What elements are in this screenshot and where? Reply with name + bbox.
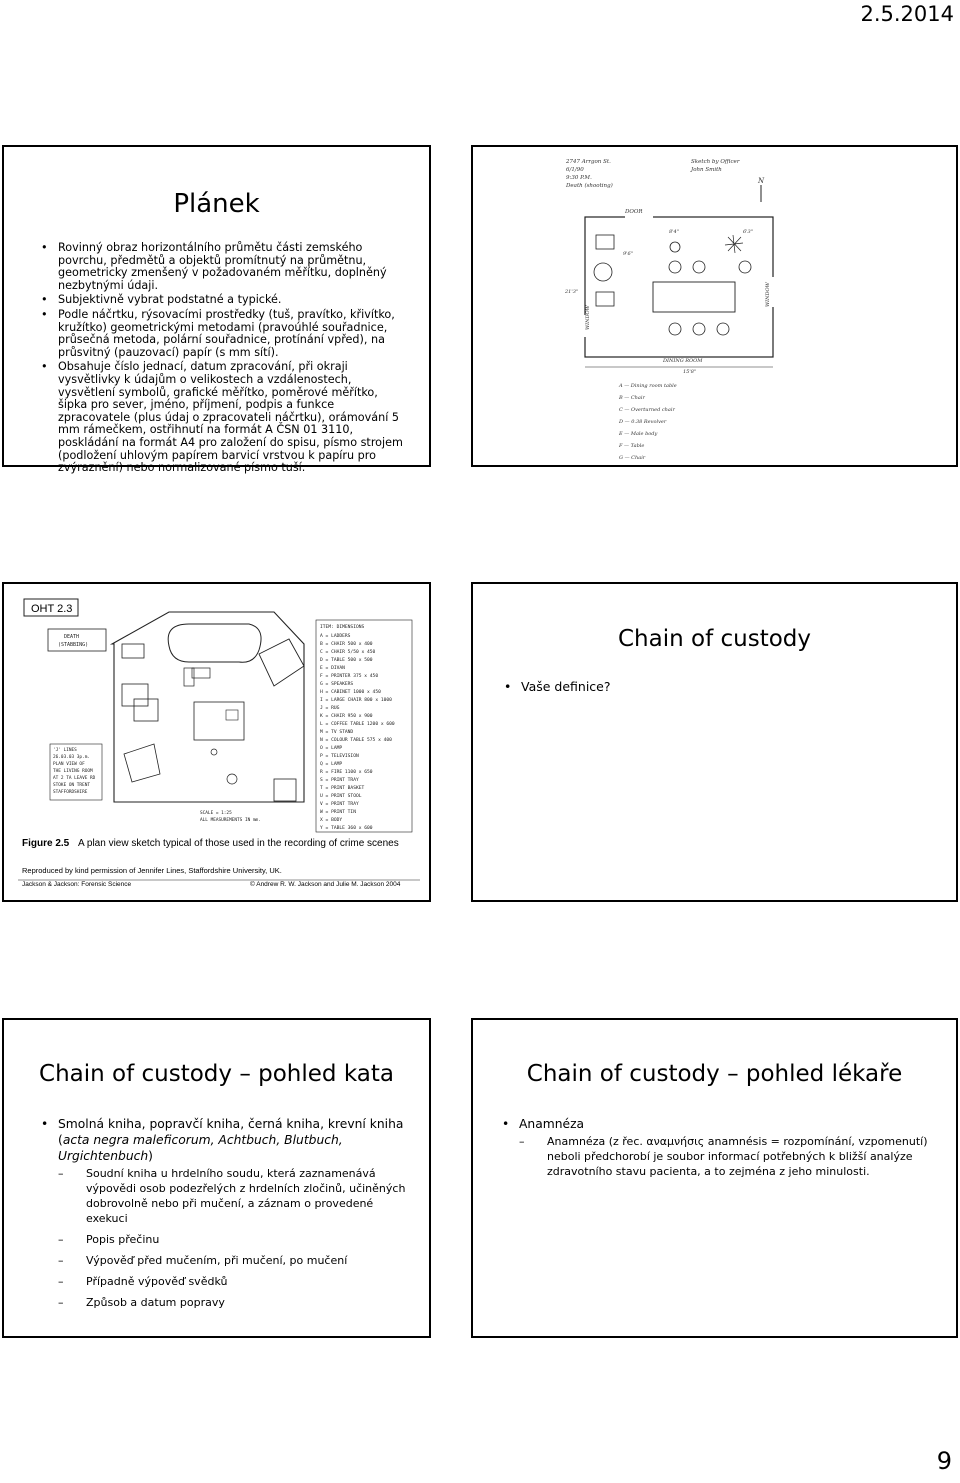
item-entry: X = BODY: [320, 818, 343, 823]
bullet-text: Smolná kniha, popravčí kniha, černá kniha, krevní kniha (: [58, 1117, 404, 1147]
item-entry: H = CABINET 1000 x 450: [320, 690, 381, 695]
scale-note: SCALE = 1:25: [200, 811, 232, 816]
death-label: (STABBING): [58, 642, 89, 648]
item-entry: M = TV STAND: [320, 730, 354, 735]
item-entry: D = TABLE 500 x 500: [320, 658, 373, 663]
door-label: DOOR: [625, 209, 643, 215]
sketch-case: Death (shooting): [566, 183, 613, 189]
figure-caption-text: A plan view sketch typical of those used in the recording of crime scenes: [78, 838, 399, 849]
item-entry: K = CHAIR 950 x 900: [320, 714, 373, 719]
slide-body: [38, 1116, 408, 1316]
item-entry: C = CHAIR 5/50 x 450: [320, 650, 376, 655]
bullet-item: • Rovinný obraz horizontálního průmětu části zemského povrchu, předmětů a objektů promítnutý na průmětnu, geometricky zmenšený v požadovaném měřítku, doplněný nezbytnými údaji.: [38, 242, 408, 292]
bullet-item: [38, 1116, 408, 1310]
item-entry: A = LADDERS: [320, 634, 351, 639]
sketch-author-line1: Sketch by Officer: [691, 159, 740, 165]
room-name: DINING ROOM: [663, 358, 703, 364]
sketch-author-line2: John Smith: [691, 167, 722, 173]
bullet-item: • Vaše definice?: [501, 679, 611, 694]
note-line: STOKE ON TRENT: [53, 783, 91, 788]
bullet-item: • Podle náčrtku, rýsovacími prostředky (tuš, pravítko, křivítko, kružítko) geometrickými metodami (pravoúhlé souřadnice, průsečná metoda, polární souřadnice, protínání vpřed), na průsvitný (pauzovací) papír (s mm sítí).: [38, 309, 408, 359]
bullet-text: Anamnéza: [519, 1117, 585, 1131]
note-line: THE LIVING ROOM: [53, 769, 93, 774]
item-entry: W = PRINT TIN: [320, 810, 356, 815]
legend-item: B — Chair: [619, 395, 645, 401]
slide-body: [38, 242, 408, 477]
living-room-plan-figure: [4, 584, 433, 904]
item-entry: G = SPEAKERS: [320, 682, 354, 687]
slide-chain-of-custody-executioner: [2, 1018, 431, 1338]
dimension-label: 15'8": [683, 369, 697, 375]
window-left-label: WINDOW: [585, 305, 591, 330]
window-right-label: WINDOW: [765, 282, 771, 307]
item-entry: B = CHAIR 500 x 400: [320, 642, 373, 647]
slide-chain-of-custody-doctor: [471, 1018, 958, 1338]
room-outline: [112, 612, 304, 802]
sketch-time: 9:30 P.M.: [566, 175, 592, 181]
figure-tag: OHT 2.3: [31, 603, 73, 615]
body-figure-icon: [725, 235, 743, 253]
slide-planek: [2, 145, 431, 475]
sub-bullet-item: – Anamnéza (z řec. αναμνήσις anamnésis = rozpomínání, vzpomenutí) neboli předchorobí je soubor informací potřebných k bližší analýze zdravotního stavu pacienta, a to zejména z jeho minulosti.: [519, 1134, 939, 1179]
figure-credit: Reproduced by kind permission of Jennifer Lines, Staffordshire University, UK.: [22, 866, 282, 875]
figure-footer-left: Jackson & Jackson: Forensic Science: [22, 881, 132, 888]
legend-item: G — Chair: [619, 455, 646, 461]
page-number: 9: [936, 1447, 952, 1475]
dining-table-shape: [653, 282, 735, 312]
sketch-date: 6/1/90: [566, 167, 584, 173]
item-entry: Q = LAMP: [320, 762, 343, 767]
item-entry: V = PRINT TRAY: [320, 802, 359, 807]
scale-note: ALL MEASUREMENTS IN mm.: [200, 818, 261, 823]
item-entry: E = DIVAN: [320, 666, 345, 671]
slide-body: [499, 1116, 939, 1185]
item-entry: P = TELEVISION: [320, 754, 359, 759]
slide-title: Chain of custody – pohled kata: [39, 1061, 394, 1087]
dimension-label: 21'3": [565, 289, 579, 295]
room-outline: [585, 217, 773, 357]
dimension-label: 8'4": [669, 229, 680, 235]
item-entry: T = PRINT BASKET: [320, 786, 365, 791]
item-entry: I = LARGE CHAIR 800 x 1000: [320, 698, 392, 703]
bullet-item: • Obsahuje číslo jednací, datum zpracování, při okraji vysvětlivky k údajům o velikostech a vzdálenostech, vysvětlení symbolů, grafické měřítko, poměrové měřítko, šipka pro sever, jméno, příjmení, podpis a funkce zpracovatele (plus údaj o zpracovateli náčrtku), orámování 5 mm rámečkem, ostřihnutí na formát A ČSN 01 3110, poskládání na formát A4 pro založení do spisu, písmo strojem (podložení uhlovým papírem barvicí vrstvou k papíru pro zvýraznění) nebo normalizované písmo tuší.: [38, 361, 408, 474]
bullet-text-italic: acta negra maleficorum, Achtbuch, Blutbuch, Urgichtenbuch: [58, 1133, 343, 1163]
sub-bullet-item: – Způsob a datum popravy: [58, 1295, 408, 1310]
slide-title: Plánek: [173, 189, 260, 219]
note-line: STAFFORDSHIRE: [53, 790, 88, 795]
item-entry: Y = TABLE 360 x 600: [320, 826, 373, 831]
slide-title: Chain of custody – pohled lékaře: [526, 1061, 903, 1087]
item-entry: L = COFFEE TABLE 1200 x 600: [320, 722, 395, 727]
note-line: PLAN VIEW OF: [53, 762, 85, 767]
figure-footer-right: © Andrew R. W. Jackson and Julie M. Jackson 2004: [250, 881, 401, 888]
item-entry: U = PRINT STOOL: [320, 794, 362, 799]
bullet-item: • Subjektivně vybrat podstatné a typické.: [38, 294, 408, 307]
dimension-label: 9'6": [623, 251, 634, 257]
note-line: AT 2 TA LEAVE RD: [53, 776, 96, 781]
slide-chain-of-custody: [471, 582, 958, 902]
legend-item: A — Dining room table: [619, 383, 677, 389]
legend-item: E — Male body: [619, 431, 658, 437]
bullet-item: [499, 1116, 939, 1179]
figure-caption-label: Figure 2.5: [22, 838, 70, 849]
bullet-text: ): [148, 1149, 153, 1163]
sub-bullet-item: – Popis přečinu: [58, 1232, 408, 1247]
slide-title: Chain of custody: [618, 626, 811, 652]
legend-item: F — Table: [619, 443, 645, 449]
legend-item: D — 0.38 Revolver: [619, 419, 667, 425]
document-date: 2.5.2014: [860, 2, 954, 26]
item-list-header: ITEM: DIMENSIONS: [320, 625, 365, 630]
dimension-label: 6'3": [743, 229, 754, 235]
death-label: DEATH: [64, 634, 80, 640]
slide-living-room-plan: [2, 582, 431, 902]
north-label: N: [758, 177, 765, 185]
slide-body: [501, 679, 611, 694]
item-entry: F = PRINTER 375 x 450: [320, 674, 379, 679]
sub-bullet-item: – Soudní kniha u hrdelního soudu, která zaznamenává výpovědi osob podezřelých z hrdelních zločinů, učiněných dobrovolně nebo při mučení, a záznam o provedené exekuci: [58, 1166, 408, 1226]
sketch-address: 2747 Arrgon St.: [566, 159, 611, 165]
item-entry: S = PRINT TRAY: [320, 778, 359, 783]
item-entry: O = LAMP: [320, 746, 343, 751]
item-entry: N = COLOUR TABLE 575 x 400: [320, 738, 392, 743]
slide-dining-room-sketch: [471, 145, 958, 467]
note-line: 'J' LINES: [53, 748, 77, 753]
item-entry: J = RUG: [320, 706, 340, 711]
legend-item: C — Overturned chair: [619, 407, 675, 413]
sub-bullet-item: – Výpověď před mučením, při mučení, po mučení: [58, 1253, 408, 1268]
dining-room-sketch-image: [473, 147, 960, 469]
item-entry: R = FIRE 1100 x 650: [320, 770, 373, 775]
sub-bullet-item: – Případně výpověď svědků: [58, 1274, 408, 1289]
note-line: 26.03.03 3p.m.: [53, 755, 91, 760]
sofa-shape: [168, 624, 261, 662]
